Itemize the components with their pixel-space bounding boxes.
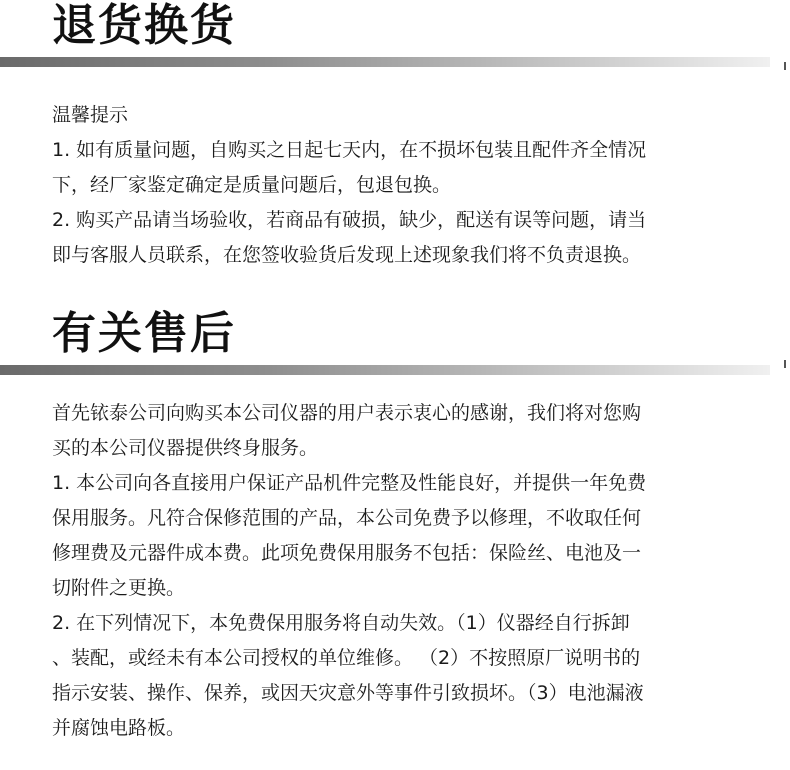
after-sales-line: 首先铱泰公司向购买本公司仪器的用户表示衷心的感谢，我们将对您购 [52,402,642,424]
returns-line: 2. 购买产品请当场验收，若商品有破损，缺少，配送有误等问题，请当 [52,209,647,231]
returns-tip-title: 温馨提示 [52,104,129,126]
returns-body [52,98,752,273]
heading-divider [0,365,770,375]
after-sales-body [52,396,752,746]
after-sales-line: 修理费及元器件成本费。此项免费保用服务不包括：保险丝、电池及一 [52,542,642,564]
edge-mark [784,62,786,70]
after-sales-line: 指示安装、操作、保养，或因天灾意外等事件引致损坏。（3）电池漏液 [52,682,644,704]
after-sales-line: 买的本公司仪器提供终身服务。 [52,437,319,459]
after-sales-line: 、装配，或经未有本公司授权的单位维修。 （2）不按照原厂说明书的 [52,647,641,669]
after-sales-heading: 有关售后 [52,308,236,359]
returns-line: 1. 如有质量问题，自购买之日起七天内，在不损坏包装且配件齐全情况 [52,139,647,161]
after-sales-line: 保用服务。凡符合保修范围的产品，本公司免费予以修理，不收取任何 [52,507,642,529]
after-sales-line: 并腐蚀电路板。 [52,717,186,739]
after-sales-line: 1. 本公司向各直接用户保证产品机件完整及性能良好，并提供一年免费 [52,472,647,494]
after-sales-line: 切附件之更换。 [52,577,186,599]
edge-mark [784,360,786,368]
returns-heading: 退货换货 [52,0,236,51]
after-sales-line: 2. 在下列情况下，本免费保用服务将自动失效。（1）仪器经自行拆卸 [52,612,630,634]
returns-line: 下，经厂家鉴定确定是质量问题后，包退包换。 [52,174,452,196]
heading-divider [0,57,770,67]
returns-line: 即与客服人员联系，在您签收验货后发现上述现象我们将不负责退换。 [52,244,642,266]
